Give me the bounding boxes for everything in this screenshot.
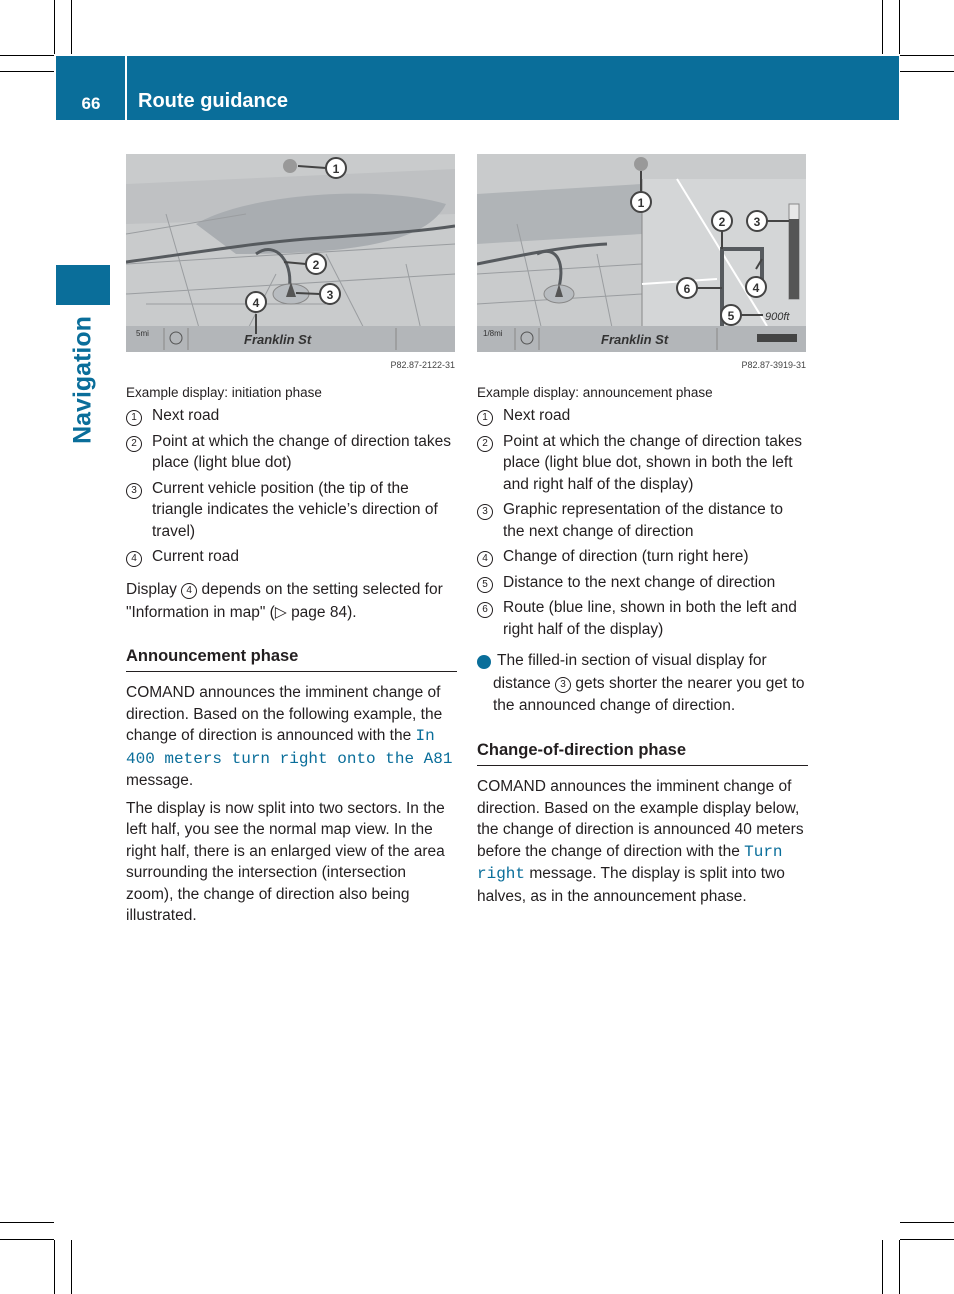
- crop-mark: [899, 1240, 900, 1294]
- crop-mark: [0, 1239, 54, 1240]
- crop-mark: [900, 1222, 954, 1223]
- page-header: [56, 56, 899, 120]
- right-column: [474, 405, 808, 913]
- callout-4: 4: [252, 296, 260, 310]
- figure-code: P82.87-3919-31: [741, 360, 806, 370]
- crop-mark: [54, 0, 55, 54]
- list-item: 3 Current vehicle position (the tip of the triangle indicates the vehicle’s direction of travel): [126, 478, 457, 543]
- map-figure-initiation: [126, 154, 455, 352]
- side-tab-label: Navigation: [68, 316, 97, 444]
- street-name-label: Franklin St: [601, 332, 669, 347]
- crop-mark: [54, 1240, 55, 1294]
- side-tab: [56, 265, 110, 305]
- page-title: Route guidance: [138, 90, 289, 112]
- map-scale-label: 1/8mi: [483, 329, 503, 338]
- header-divider: [125, 56, 127, 120]
- crop-mark: [0, 71, 54, 72]
- figure-code: P82.87-2122-31: [390, 360, 455, 370]
- paragraph: COMAND announces the imminent change of direction. Based on the example display below, the change of direction is announced 40 meters before the change of direction with the Turn right message. The display is split into two halves, as in the announcement phase.: [477, 778, 804, 905]
- crop-mark: [900, 55, 954, 56]
- map-scale-label: 5mi: [136, 329, 149, 338]
- list-item: 4 Current road: [126, 546, 457, 568]
- callout-2: 2: [718, 215, 726, 229]
- list-item: 1 Next road: [477, 405, 808, 427]
- list-item: 4 Change of direction (turn right here): [477, 546, 808, 568]
- callout-2: 2: [312, 258, 320, 272]
- map-figure-announcement: [477, 154, 806, 352]
- street-name-label: Franklin St: [244, 332, 312, 347]
- crop-mark: [900, 1239, 954, 1240]
- callout-1: 1: [332, 162, 340, 176]
- left-column: [126, 405, 457, 933]
- page-number: 66: [81, 94, 101, 113]
- info-icon: i: [477, 655, 491, 669]
- crop-mark: [899, 0, 900, 54]
- callout-5: 5: [727, 309, 735, 323]
- list-item: 6 Route (blue line, shown in both the left and right half of the display): [477, 597, 808, 640]
- callout-1: 1: [637, 196, 645, 210]
- crop-mark: [882, 1240, 883, 1294]
- list-item: 1 Next road: [126, 405, 457, 427]
- crop-mark: [71, 1240, 72, 1294]
- paragraph: The display is now split into two sectors. In the left half, you see the normal map view. In the right half, there is an enlarged view of the area surrounding the intersection (intersection zoom), the change of direction also being illustrated.: [126, 799, 445, 924]
- figure-caption: Example display: initiation phase: [126, 385, 322, 400]
- callout-3: 3: [326, 288, 334, 302]
- list-item: 5 Distance to the next change of direction: [477, 572, 808, 594]
- callout-4: 4: [752, 281, 760, 295]
- list-item: 2 Point at which the change of direction takes place (light blue dot, shown in both the left and right half of the display): [477, 431, 808, 496]
- list-item: 3 Graphic representation of the distance to the next change of direction: [477, 499, 808, 542]
- crop-mark: [71, 0, 72, 54]
- callout-6: 6: [683, 282, 691, 296]
- figure-caption: Example display: announcement phase: [477, 385, 713, 400]
- crop-mark: [900, 71, 954, 72]
- paragraph: COMAND announces the imminent change of direction. Based on the following example, the change of direction is announced with the In 400 meters turn right onto the A81 message.: [126, 684, 453, 789]
- crop-mark: [0, 55, 54, 56]
- info-note: i The filled-in section of visual display for distance 3 gets shorter the nearer you get to the announced change of direction.: [474, 652, 805, 714]
- display-note: Display 4 depends on the setting selected for "Information in map" (▷ page 84).: [126, 580, 443, 621]
- map-illustration: [477, 154, 806, 352]
- callout-3: 3: [753, 215, 761, 229]
- crop-mark: [0, 1222, 54, 1223]
- section-heading: Change-of-direction phase: [477, 740, 808, 767]
- distance-readout: 900ft: [765, 311, 790, 323]
- section-heading: Announcement phase: [126, 646, 457, 673]
- map-illustration: [126, 154, 455, 352]
- crop-mark: [882, 0, 883, 54]
- list-item: 2 Point at which the change of direction takes place (light blue dot): [126, 431, 457, 474]
